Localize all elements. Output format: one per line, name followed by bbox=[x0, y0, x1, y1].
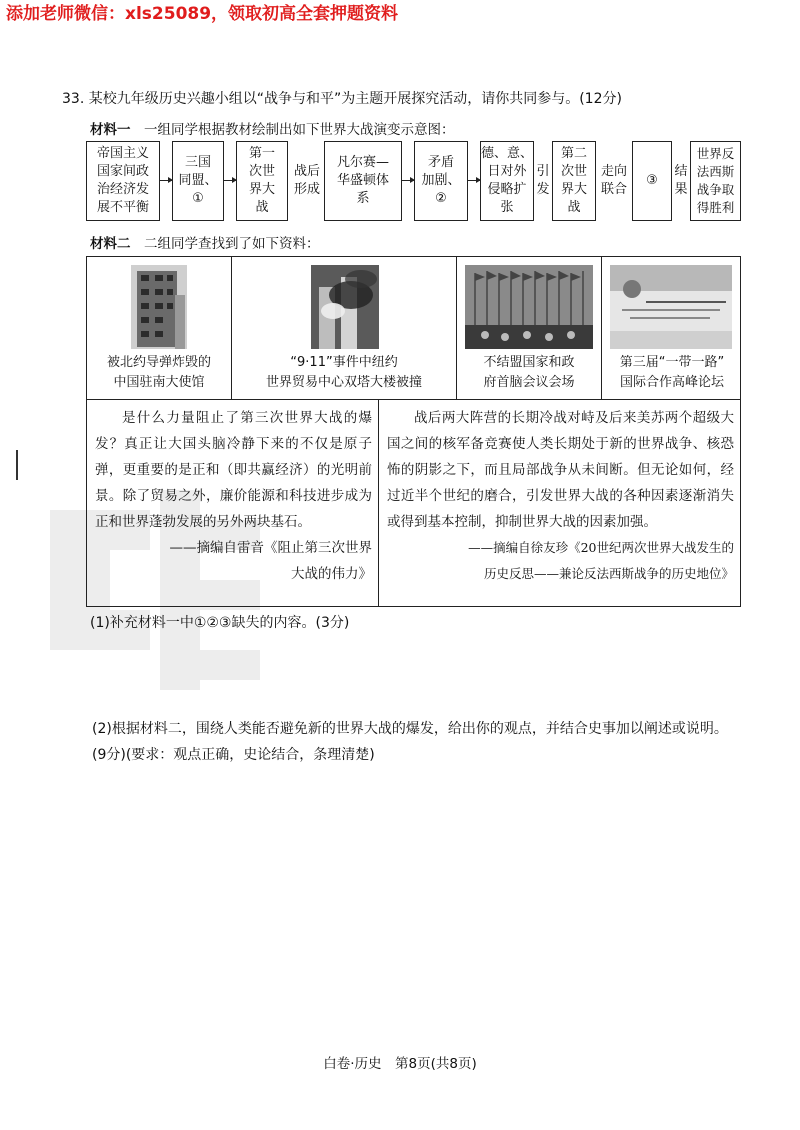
image-cell-belt-road bbox=[602, 257, 742, 399]
sub-question-1: (1)补充材料一中①②③缺失的内容。(3分) bbox=[90, 615, 350, 631]
nonaligned-summit-photo bbox=[465, 265, 593, 349]
flow-connector-unite: 走向联合 bbox=[600, 164, 627, 197]
flow-arrow bbox=[402, 180, 414, 181]
flow-connector-trigger: 引发 bbox=[536, 164, 550, 197]
flow-connector-postwar: 战后形成 bbox=[293, 164, 320, 197]
excerpt-body: 是什么力量阻止了第三次世界大战的爆发？真正让大国头脑冷静下来的不仅是原子弹，更重要的是正和（即共赢经济）的光明前景。除了贸易之外，廉价能源和科技进步成为正和世界蓬勃发展的另外两块基石。 bbox=[95, 410, 372, 530]
material2-label: 材料二 bbox=[90, 236, 131, 252]
bombed-embassy-photo bbox=[131, 265, 187, 349]
text-excerpt-right bbox=[379, 399, 740, 606]
promo-banner: 添加老师微信：xls25089，领取初高全套押题资料 bbox=[6, 4, 399, 24]
flow-box-ww2: 第二 次世 界大 战 bbox=[552, 141, 596, 221]
flow-box-contradictions: 矛盾 加剧、 ② bbox=[414, 141, 468, 221]
belt-road-forum-photo bbox=[610, 265, 732, 349]
flow-box-imbalance: 帝国主义 国家间政 治经济发 展不平衡 bbox=[86, 141, 160, 221]
material2-intro: 二组同学查找到了如下资料： bbox=[144, 236, 320, 252]
flow-box-expansion: 德、意、 日对外 侵略扩 张 bbox=[480, 141, 534, 221]
material2-image-table bbox=[86, 256, 741, 400]
image-caption: 不结盟国家和政 府首脑会议会场 bbox=[483, 355, 575, 390]
flow-box-alliances: 三国 同盟、 ① bbox=[172, 141, 224, 221]
image-cell-nonaligned bbox=[457, 257, 602, 399]
excerpt-source: ——摘编自徐友珍《20世纪两次世界大战发生的 历史反思——兼论反法西斯战争的历史地位》 bbox=[468, 540, 734, 581]
flow-box-versailles: 凡尔赛— 华盛顿体 系 bbox=[324, 141, 402, 221]
text-excerpt-left bbox=[87, 399, 379, 606]
flow-box-blank3: ③ bbox=[632, 141, 672, 221]
wtc-attack-photo bbox=[311, 265, 379, 349]
flow-connector-result: 结果 bbox=[674, 164, 688, 197]
image-cell-wtc bbox=[232, 257, 457, 399]
image-caption: 被北约导弹炸毁的 中国驻南大使馆 bbox=[106, 355, 211, 390]
flow-box-ww1: 第一 次世 界大 战 bbox=[236, 141, 288, 221]
flow-box-victory: 世界反 法西斯 战争取 得胜利 bbox=[690, 141, 741, 221]
excerpt-body: 战后两大阵营的长期冷战对峙及后来美苏两个超级大国之间的核军备竞赛使人类长期处于新的世界战争、核恐怖的阴影之下，而且局部战争从未间断。但无论如何，经过近半个世纪的磨合，引发世界大战的各种因素逐渐消失或得到基本控制，抑制世界大战的因素加强。 bbox=[387, 410, 734, 530]
excerpt-source: ——摘编自雷音《阻止第三次世界 大战的伟力》 bbox=[169, 540, 372, 582]
image-caption: “9·11”事件中纽约 世界贸易中心双塔大楼被撞 bbox=[265, 355, 422, 390]
margin-mark bbox=[16, 450, 18, 480]
material2-heading bbox=[90, 232, 320, 252]
flow-arrow bbox=[468, 180, 480, 181]
sub-question-2: (2)根据材料二，围绕人类能否避免新的世界大战的爆发，给出你的观点，并结合史事加以阐述或说明。(9分)(要求：观点正确，史论结合，条理清楚) bbox=[92, 721, 728, 763]
image-caption: 第三届“一带一路” 国际合作高峰论坛 bbox=[619, 355, 725, 390]
war-evolution-flowchart bbox=[86, 141, 741, 221]
material1-intro: 一组同学根据教材绘制出如下世界大战演变示意图： bbox=[144, 122, 455, 138]
image-cell-embassy bbox=[87, 257, 232, 399]
material2-text-table bbox=[86, 399, 741, 607]
flow-arrow bbox=[224, 180, 236, 181]
material1-heading bbox=[90, 118, 455, 138]
question-title: 33. 某校九年级历史兴趣小组以“战争与和平”为主题开展探究活动，请你共同参与。(12分) bbox=[62, 91, 622, 107]
page-footer: 白卷·历史 第8页(共8页) bbox=[323, 1056, 477, 1072]
material1-label: 材料一 bbox=[90, 122, 131, 138]
flow-arrow bbox=[160, 180, 172, 181]
